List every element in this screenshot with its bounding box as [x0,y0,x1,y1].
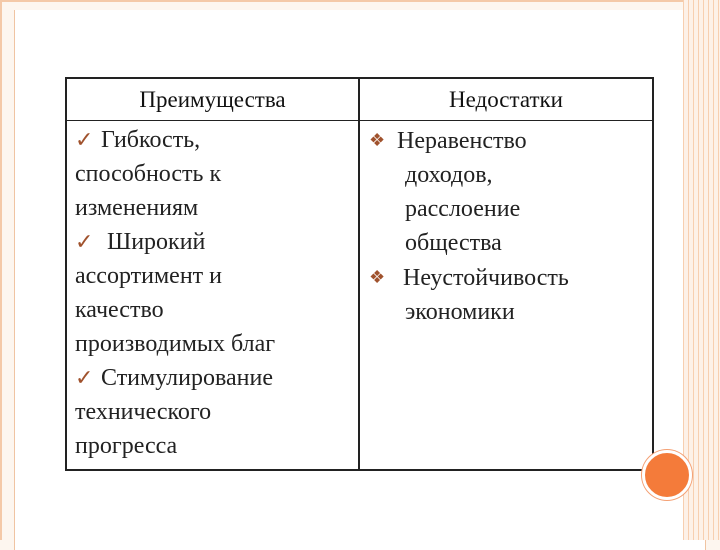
advantage-line: Стимулирование [101,365,273,391]
disadvantage-line: Неустойчивость [403,265,569,291]
advantage-line: производимых благ [75,331,276,357]
decorative-stripes [683,0,720,540]
disadvantage-item [369,260,649,329]
frame-top-line [0,0,720,2]
disadvantage-line: экономики [405,299,515,325]
decorative-orange-circle [642,450,692,500]
advantage-line: качество [75,297,164,323]
advantage-line: способность к [75,161,222,187]
check-icon: ✓ [75,127,94,152]
frame-left-line [0,0,2,540]
disadvantage-item [369,123,649,260]
advantage-line: Гибкость, [101,127,201,153]
header-advantages: Преимущества [139,87,286,112]
diamond-bullet-icon: ❖ [369,267,386,287]
disadvantage-line: общества [405,230,502,256]
header-disadvantages: Недостатки [449,87,563,112]
diamond-bullet-icon: ❖ [369,130,386,150]
advantage-line: Широкий [107,229,206,255]
advantage-item [75,123,355,225]
table-header-row [67,79,652,121]
check-icon: ✓ [75,365,94,390]
disadvantage-line: Неравенство [397,128,527,154]
advantages-cell [75,123,355,463]
advantage-line: ассортимент и [75,263,222,289]
disadvantages-cell [369,123,649,329]
column-divider [358,79,360,469]
advantage-item [75,361,355,463]
advantage-line: технического [75,399,212,425]
pros-cons-table [65,77,654,471]
check-icon: ✓ [75,229,94,254]
advantage-item [75,225,355,361]
disadvantage-line: доходов, [405,162,493,188]
advantage-line: изменениям [75,195,199,221]
disadvantage-line: расслоение [405,196,521,222]
advantage-line: прогресса [75,433,178,459]
